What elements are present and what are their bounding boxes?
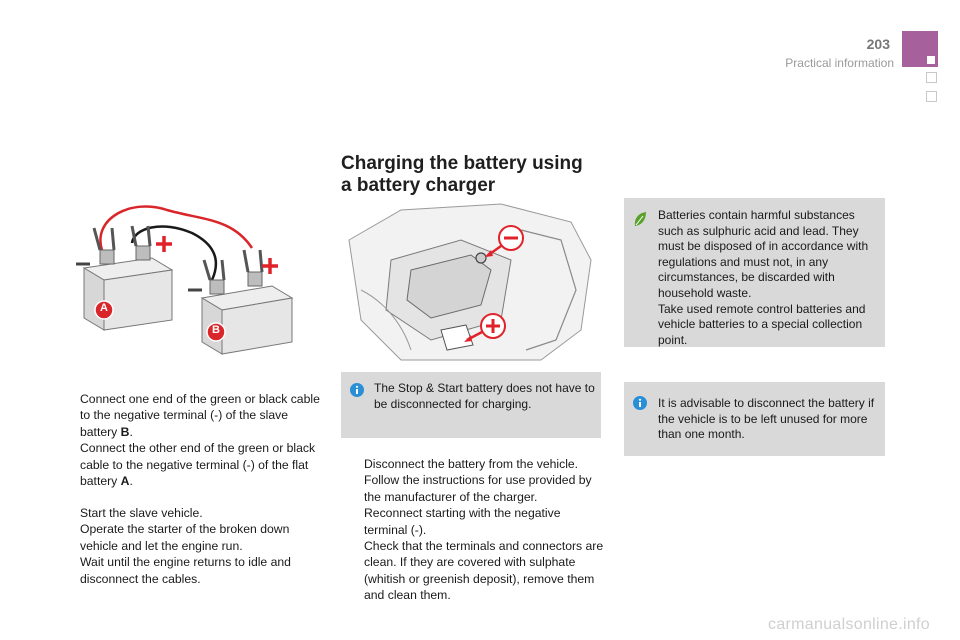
plus-sign-a bbox=[156, 236, 172, 252]
chapter-tab[interactable] bbox=[902, 31, 938, 67]
list-item: Disconnect the battery from the vehicle. bbox=[364, 457, 579, 471]
chapter-tab-empty[interactable] bbox=[926, 91, 937, 102]
chapter-tab-empty[interactable] bbox=[926, 72, 937, 83]
list-item: Reconnect starting with the negative terminal (-). bbox=[364, 506, 561, 537]
list-item: Connect the other end of the green or black cable to the negative terminal (-) of the flat battery A. bbox=[80, 441, 316, 489]
list-item: Check that the terminals and connectors are clean. If they are covered with sulphate (whitish or greenish deposit), remove them and clean them. bbox=[364, 539, 604, 603]
charging-steps bbox=[346, 456, 604, 604]
watermark: carmanualsonline.info bbox=[768, 616, 930, 633]
section-title: Practical information bbox=[785, 56, 894, 70]
info-icon bbox=[350, 383, 364, 397]
charging-heading bbox=[341, 153, 621, 197]
stop-start-note-text: The Stop & Start battery does not have to be disconnected for charging. bbox=[374, 381, 595, 411]
tab-marker bbox=[927, 56, 935, 64]
environment-note-text: Batteries contain harmful substances such as sulphuric acid and lead. They must be disposed of in accordance with regulations and must not, in any circumstances, be discarded with household waste. Take used remote control batteries and vehicle batteries to a special collection point. bbox=[658, 208, 869, 347]
list-item: Operate the starter of the broken down vehicle and let the engine run. bbox=[80, 522, 290, 553]
leaf-icon bbox=[633, 211, 647, 227]
disconnect-note-text: It is advisable to disconnect the battery if the vehicle is to be left unused for more than one month. bbox=[658, 396, 875, 442]
info-icon bbox=[633, 396, 647, 410]
heading-line-1: Charging the battery using bbox=[341, 153, 583, 174]
list-item: Connect one end of the green or black cable to the negative terminal (-) of the slave battery B. bbox=[80, 392, 320, 439]
stop-start-note bbox=[341, 372, 601, 438]
jump-start-illustration bbox=[72, 198, 312, 358]
start-steps bbox=[62, 505, 322, 587]
disconnect-note bbox=[624, 382, 885, 456]
list-item: Wait until the engine returns to idle and disconnect the cables. bbox=[80, 555, 291, 586]
list-item: Start the slave vehicle. bbox=[80, 506, 203, 520]
engine-bay-illustration bbox=[341, 200, 603, 364]
connection-steps bbox=[62, 391, 322, 489]
battery-a-label: A bbox=[100, 302, 108, 314]
battery-b-label: B bbox=[212, 324, 220, 336]
heading-line-2: a battery charger bbox=[341, 175, 496, 196]
list-item: Follow the instructions for use provided by the manufacturer of the charger. bbox=[364, 473, 592, 504]
page-number: 203 bbox=[866, 36, 890, 52]
environment-note bbox=[624, 198, 885, 347]
plus-sign-b bbox=[262, 258, 278, 274]
